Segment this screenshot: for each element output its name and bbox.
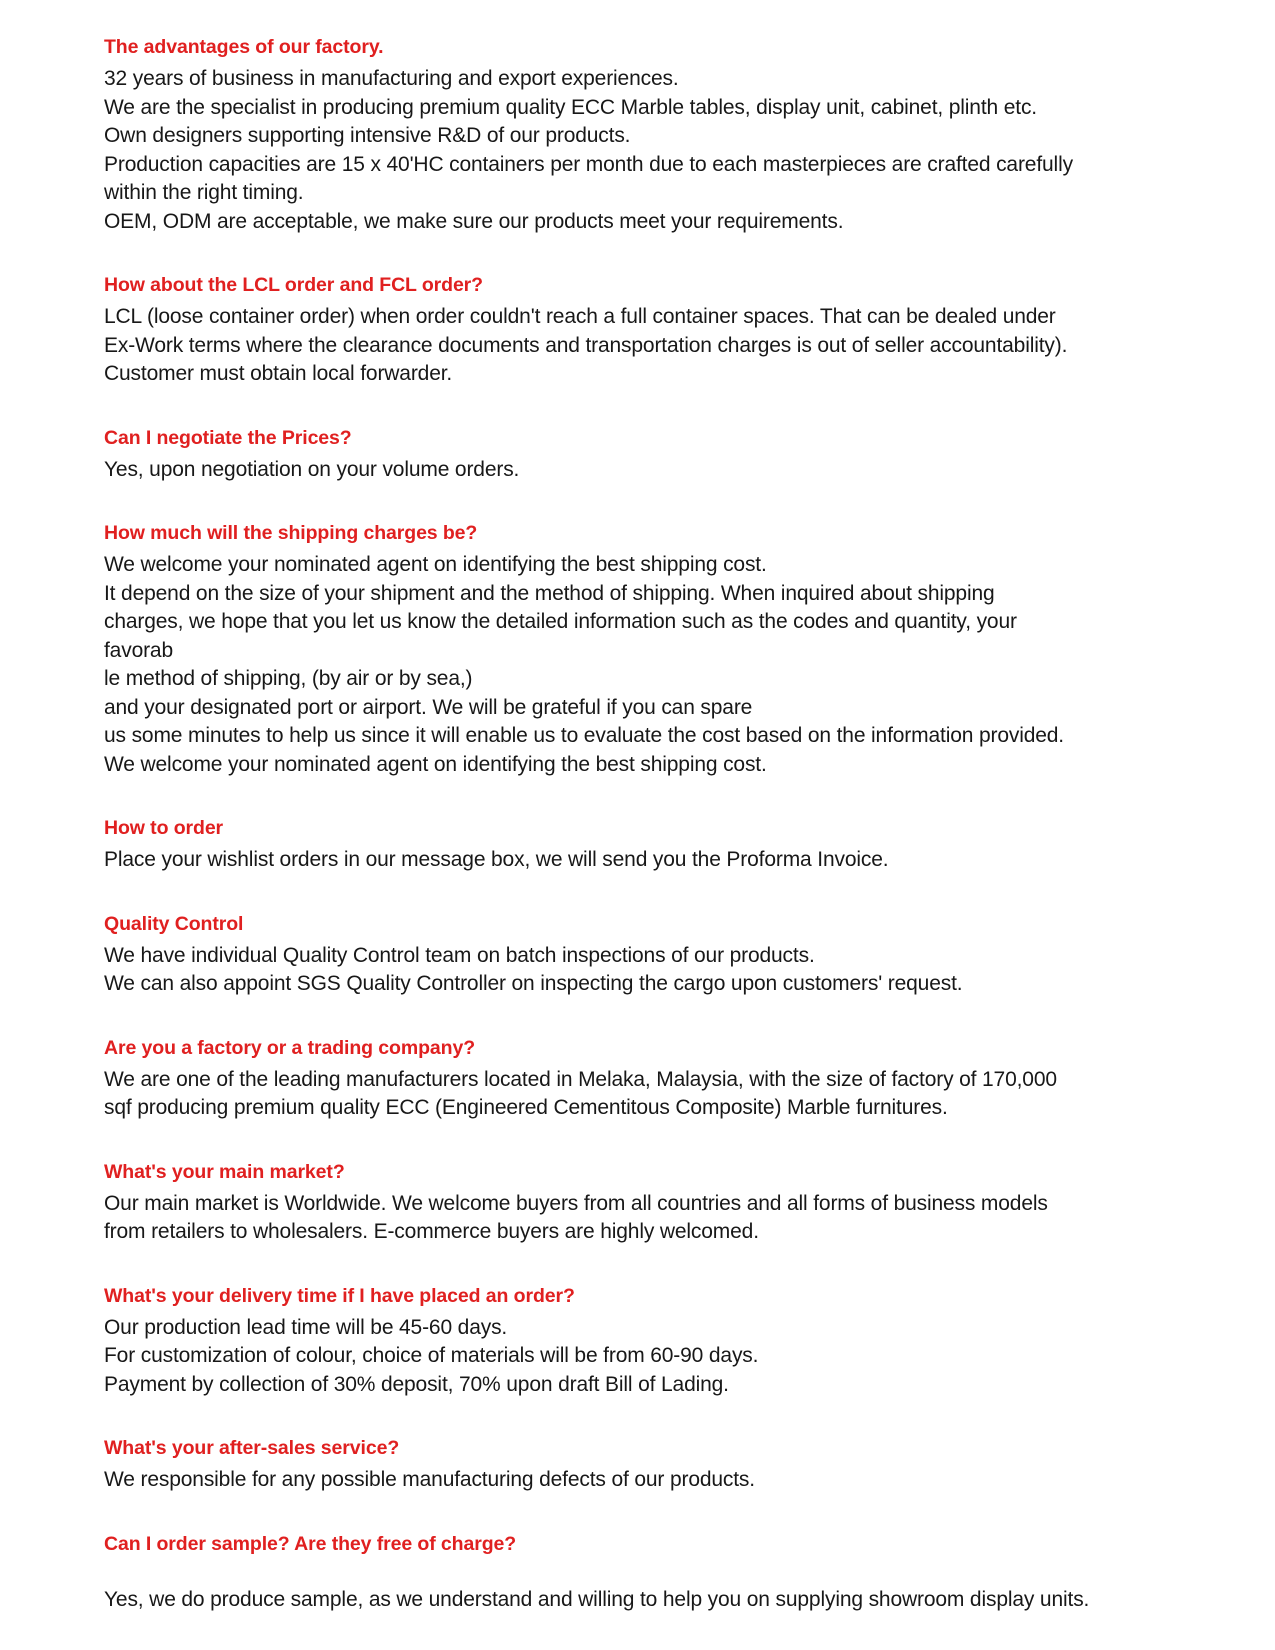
- negotiate-prices-line-1: Yes, upon negotiation on your volume orders.: [104, 457, 520, 481]
- section-heading-quality-control: Quality Control: [104, 912, 244, 935]
- faq-document-body: [104, 34, 1090, 1614]
- shipping-charges-line-1: We welcome your nominated agent on identifying the best shipping cost.: [104, 553, 767, 576]
- factory-or-trading-line-1: We are one of the leading manufacturers located in Melaka, Malaysia, with the size of factory of 170,000 sqf producing premium quality ECC (Engineered Cementitous Composite) Marble furnitures.: [104, 1067, 1057, 1119]
- section-gap: [104, 408, 1090, 425]
- section-gap: [104, 255, 1090, 272]
- section-after-sales-service: [104, 1435, 1090, 1495]
- section-heading-negotiate-prices: Can I negotiate the Prices?: [104, 426, 352, 449]
- shipping-charges-line-6: us some minutes to help us since it will enable us to evaluate the cost based on the information provided.: [104, 724, 1064, 747]
- section-heading-how-to-order: How to order: [104, 817, 224, 839]
- section-gap: [104, 1266, 1090, 1283]
- section-heading-main-market: What's your main market?: [104, 1160, 345, 1183]
- section-gap: [104, 1018, 1090, 1035]
- lcl-fcl-line-1: LCL (loose container order) when order couldn't reach a full container spaces. That can be dealed under Ex-Work terms where the clearance documents and transportation charges is out of seller accountability).: [104, 305, 1068, 357]
- section-gap: [104, 1142, 1090, 1159]
- delivery-time-line-2: For customization of colour, choice of materials will be from 60-90 days.: [104, 1344, 759, 1367]
- section-shipping-charges: [104, 520, 1090, 779]
- section-gap: [104, 798, 1090, 815]
- section-gap: [104, 1514, 1090, 1531]
- main-market-line-1: Our main market is Worldwide. We welcome buyers from all countries and all forms of business models from retailers to wholesalers. E-commerce buyers are highly welcomed.: [104, 1191, 1048, 1243]
- section-heading-lcl-fcl: How about the LCL order and FCL order?: [104, 274, 483, 296]
- after-sales-service-line-1: We responsible for any possible manufacturing defects of our products.: [104, 1468, 755, 1491]
- section-main-market: [104, 1159, 1090, 1247]
- how-to-order-line-1: Place your wishlist orders in our message box, we will send you the Proforma Invoice.: [104, 848, 889, 871]
- section-heading-advantages: The advantages of our factory.: [104, 36, 384, 58]
- shipping-charges-line-4: le method of shipping, (by air or by sea,): [104, 667, 473, 690]
- shipping-charges-line-5: and your designated port or airport. We will be grateful if you can spare: [104, 695, 753, 719]
- section-order-sample: [104, 1531, 1090, 1615]
- advantages-line-3: Own designers supporting intensive R&D of our products.: [104, 124, 631, 147]
- quality-control-line-2: We can also appoint SGS Quality Controller on inspecting the cargo upon customers' request.: [104, 972, 963, 995]
- section-quality-control: [104, 911, 1090, 999]
- quality-control-line-1: We have individual Quality Control team on batch inspections of our products.: [104, 943, 815, 967]
- delivery-time-line-3: Payment by collection of 30% deposit, 70% upon draft Bill of Lading.: [104, 1372, 729, 1396]
- section-negotiate-prices: [104, 425, 1090, 485]
- shipping-charges-line-2: It depend on the size of your shipment and the method of shipping. When inquired about shipping: [104, 581, 995, 605]
- section-lcl-fcl: [104, 272, 1090, 389]
- advantages-line-1: 32 years of business in manufacturing and export experiences.: [104, 67, 679, 90]
- section-heading-shipping-charges: How much will the shipping charges be?: [104, 522, 478, 544]
- section-gap: [104, 894, 1090, 911]
- section-advantages: [104, 34, 1090, 236]
- advantages-line-4: Production capacities are 15 x 40'HC containers per month due to each masterpieces are crafted carefully within the right timing.: [104, 152, 1073, 204]
- section-gap: [104, 1418, 1090, 1435]
- section-delivery-time: [104, 1283, 1090, 1400]
- advantages-line-5: OEM, ODM are acceptable, we make sure our products meet your requirements.: [104, 209, 844, 233]
- section-gap: [104, 503, 1090, 520]
- section-heading-delivery-time: What's your delivery time if I have placed an order?: [104, 1284, 575, 1307]
- lcl-fcl-line-2: Customer must obtain local forwarder.: [104, 362, 453, 385]
- delivery-time-line-1: Our production lead time will be 45-60 days.: [104, 1315, 508, 1339]
- order-sample-line-1: Yes, we do produce sample, as we understand and willing to help you on supplying showroom display units.: [104, 1587, 1090, 1611]
- shipping-charges-line-3: charges, we hope that you let us know the detailed information such as the codes and quantity, your favorab: [104, 610, 1017, 662]
- paragraph-gap: [104, 1562, 1090, 1586]
- section-heading-order-sample: Can I order sample? Are they free of charge?: [104, 1532, 517, 1555]
- section-heading-after-sales-service: What's your after-sales service?: [104, 1437, 400, 1459]
- section-how-to-order: [104, 815, 1090, 875]
- section-heading-factory-or-trading: Are you a factory or a trading company?: [104, 1036, 476, 1059]
- section-factory-or-trading: [104, 1035, 1090, 1123]
- advantages-line-2: We are the specialist in producing premium quality ECC Marble tables, display unit, cabinet, plinth etc.: [104, 95, 1037, 119]
- shipping-charges-line-7: We welcome your nominated agent on identifying the best shipping cost.: [104, 752, 767, 776]
